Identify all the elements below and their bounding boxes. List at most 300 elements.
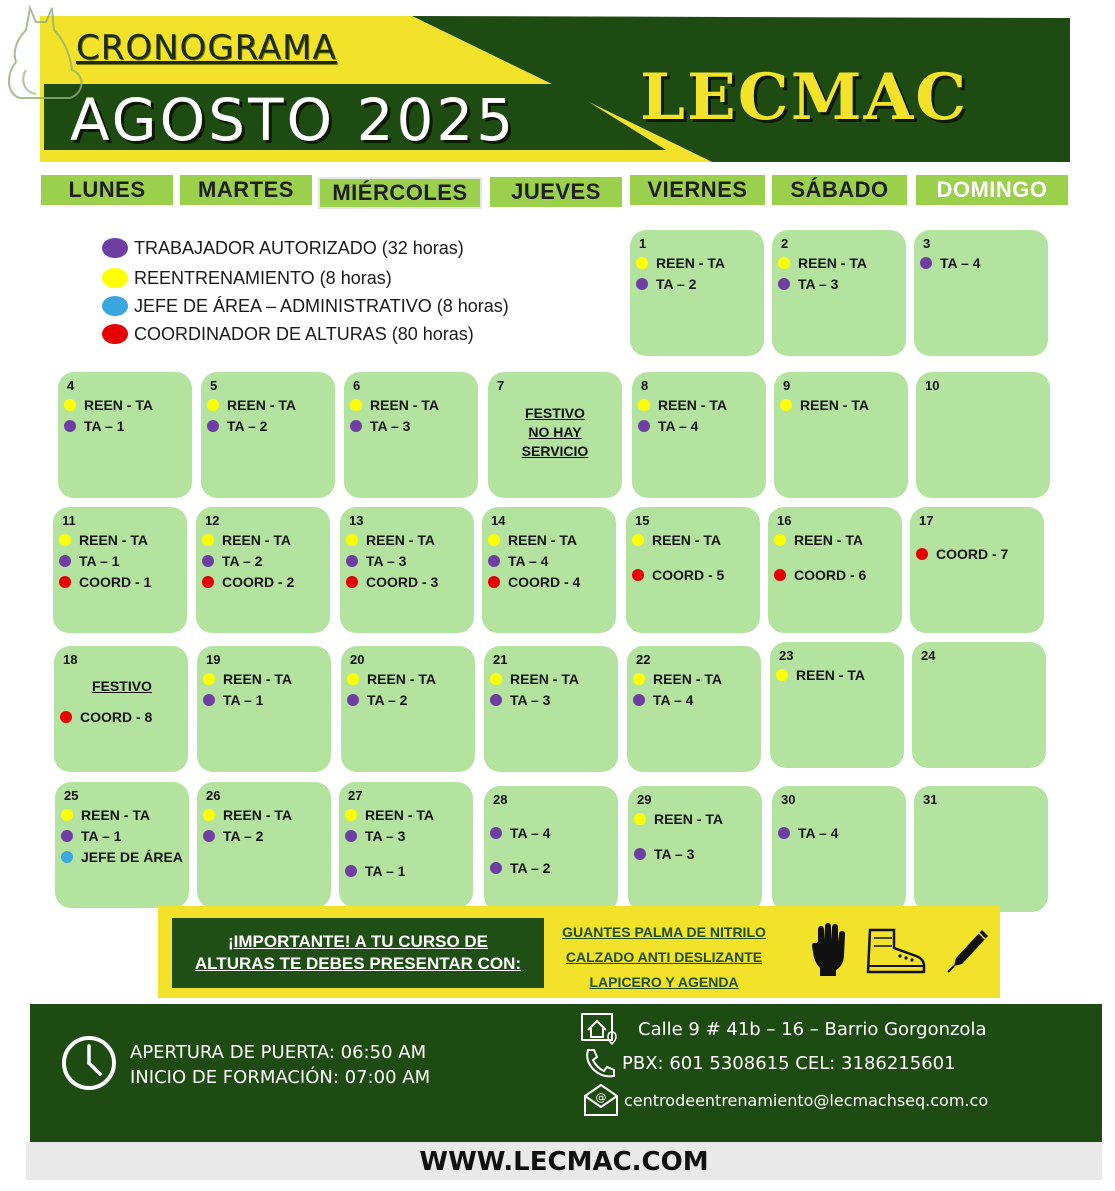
- session-label: REEN - TA: [81, 806, 150, 823]
- day-session-list: [350, 394, 474, 436]
- phone-row: [582, 1046, 956, 1080]
- session-label: TA – 4: [940, 254, 981, 271]
- session-label: TA – 3: [654, 845, 695, 862]
- session-label: TA – 3: [798, 275, 839, 292]
- session-label: REEN - TA: [223, 670, 292, 687]
- red-dot-icon: [346, 576, 358, 588]
- session-entry: [202, 571, 326, 592]
- day-number: 22: [636, 652, 651, 667]
- session-entry: [345, 804, 469, 825]
- weekday-sunday: DOMINGO: [916, 175, 1068, 205]
- session-entry: [488, 550, 612, 571]
- day-session-list: [920, 252, 1044, 273]
- day-number: 29: [637, 792, 652, 807]
- day-number: 25: [64, 788, 79, 803]
- day-cell: [482, 507, 616, 633]
- session-entry: [347, 668, 471, 689]
- session-label: REEN - TA: [366, 531, 435, 548]
- red-dot-icon: [102, 324, 128, 344]
- red-dot-icon: [59, 576, 71, 588]
- legend-item-coord: [102, 322, 474, 346]
- legend-label: JEFE DE ÁREA – ADMINISTRATIVO (8 horas): [134, 295, 509, 316]
- day-session-list: [632, 529, 756, 585]
- yellow-dot-icon: [778, 257, 790, 269]
- weekday-wednesday: MIÉRCOLES: [318, 177, 482, 209]
- yellow-dot-icon: [774, 534, 786, 546]
- purple-dot-icon: [778, 278, 790, 290]
- purple-dot-icon: [490, 827, 502, 839]
- session-label: TA – 2: [367, 691, 408, 708]
- session-label: REEN - TA: [79, 531, 148, 548]
- session-label: REEN - TA: [510, 670, 579, 687]
- yellow-dot-icon: [350, 399, 362, 411]
- session-label: REEN - TA: [367, 670, 436, 687]
- session-label: REEN - TA: [656, 254, 725, 271]
- purple-dot-icon: [636, 278, 648, 290]
- session-label: REEN - TA: [798, 254, 867, 271]
- session-entry: [61, 804, 185, 825]
- session-entry: [490, 689, 614, 710]
- session-entry: [207, 415, 331, 436]
- day-cell: [197, 646, 331, 772]
- session-entry: [490, 857, 614, 878]
- day-number: 20: [350, 652, 365, 667]
- day-cell: [344, 372, 478, 498]
- day-session-list: [490, 668, 614, 710]
- session-label: REEN - TA: [223, 806, 292, 823]
- session-entry: [778, 273, 902, 294]
- holiday-notice-line: NO HAY: [528, 424, 582, 440]
- purple-dot-icon: [203, 694, 215, 706]
- legend-label: TRABAJADOR AUTORIZADO (32 horas): [134, 237, 464, 258]
- session-entry: [64, 415, 188, 436]
- session-label: REEN - TA: [658, 396, 727, 413]
- cat-logo-icon: [0, 0, 90, 110]
- day-cell: [774, 372, 908, 498]
- session-entry: [636, 252, 760, 273]
- day-cell: [910, 507, 1044, 633]
- yellow-dot-icon: [636, 257, 648, 269]
- session-label: TA – 4: [658, 417, 699, 434]
- day-session-list: [780, 394, 904, 415]
- day-session-list: [778, 808, 902, 843]
- yellow-dot-icon: [780, 399, 792, 411]
- session-entry: [774, 564, 898, 585]
- yellow-dot-icon: [203, 673, 215, 685]
- session-entry: [203, 689, 327, 710]
- brand-logo-text: LECMAC: [640, 60, 969, 135]
- purple-dot-icon: [488, 555, 500, 567]
- weekday-tuesday: MARTES: [180, 175, 312, 205]
- session-entry: [634, 843, 758, 864]
- session-entry: [203, 804, 327, 825]
- purple-dot-icon: [347, 694, 359, 706]
- session-entry: [61, 825, 185, 846]
- session-entry: [350, 394, 474, 415]
- email-text: centrodeentrenamiento@lecmachseq.com.co: [624, 1090, 989, 1110]
- day-number: 30: [781, 792, 796, 807]
- session-label: COORD - 8: [80, 708, 153, 725]
- day-number: 19: [206, 652, 221, 667]
- session-entry: [780, 394, 904, 415]
- day-number: 28: [493, 792, 508, 807]
- session-label: COORD - 3: [366, 573, 439, 590]
- day-cell: [53, 507, 187, 633]
- day-cell: [630, 230, 764, 356]
- day-session-list: [916, 529, 1040, 564]
- day-number: 3: [923, 236, 931, 251]
- session-label: REEN - TA: [227, 396, 296, 413]
- session-entry: [59, 550, 183, 571]
- session-label: COORD - 5: [652, 566, 725, 583]
- day-number: 7: [497, 378, 505, 393]
- day-cell: [912, 642, 1046, 768]
- purple-dot-icon: [633, 694, 645, 706]
- session-entry: [203, 668, 327, 689]
- boot-icon: [864, 926, 928, 976]
- day-number: 9: [783, 378, 791, 393]
- day-number: 21: [493, 652, 508, 667]
- day-session-list: [207, 394, 331, 436]
- yellow-dot-icon: [345, 809, 357, 821]
- day-number: 26: [206, 788, 221, 803]
- session-entry: [490, 668, 614, 689]
- yellow-dot-icon: [488, 534, 500, 546]
- important-heading-line1: ¡IMPORTANTE! A TU CURSO DE: [227, 932, 489, 951]
- legend-label: REENTRENAMIENTO (8 horas): [134, 267, 392, 288]
- holiday-notice-line: SERVICIO: [521, 443, 589, 459]
- required-items-list: [546, 920, 782, 995]
- session-entry: [61, 846, 185, 867]
- session-entry: [636, 273, 760, 294]
- day-session-list: [636, 252, 760, 294]
- day-number: 6: [353, 378, 361, 393]
- session-entry: [346, 529, 470, 550]
- yellow-dot-icon: [776, 669, 788, 681]
- session-label: REEN - TA: [800, 396, 869, 413]
- session-entry: [64, 394, 188, 415]
- weekday-friday: VIERNES: [630, 175, 765, 205]
- day-cell: [914, 786, 1048, 912]
- weekday-saturday: SÁBADO: [772, 175, 907, 205]
- day-session-list: [60, 668, 184, 727]
- training-start-time: INICIO DE FORMACIÓN: 07:00 AM: [130, 1067, 431, 1088]
- glove-icon: [810, 922, 850, 978]
- required-item-gloves: GUANTES PALMA DE NITRILO: [562, 924, 766, 940]
- day-session-list: [633, 668, 757, 710]
- holiday-notice: [488, 404, 622, 461]
- day-cell: [632, 372, 766, 498]
- session-label: COORD - 1: [79, 573, 152, 590]
- day-cell: [341, 646, 475, 772]
- session-label: REEN - TA: [652, 531, 721, 548]
- blue-dot-icon: [102, 296, 128, 316]
- session-label: TA – 2: [223, 827, 264, 844]
- day-cell: [916, 372, 1050, 498]
- session-label: REEN - TA: [84, 396, 153, 413]
- day-number: 18: [63, 652, 78, 667]
- day-session-list: [59, 529, 183, 592]
- session-entry: [202, 550, 326, 571]
- purple-dot-icon: [203, 830, 215, 842]
- session-label: TA – 4: [510, 824, 551, 841]
- session-label: TA – 4: [798, 824, 839, 841]
- session-entry: [632, 564, 756, 585]
- day-cell: [627, 646, 761, 772]
- day-session-list: [203, 668, 327, 710]
- session-label: REEN - TA: [794, 531, 863, 548]
- session-entry: [774, 529, 898, 550]
- day-cell: [484, 786, 618, 912]
- yellow-dot-icon: [347, 673, 359, 685]
- red-dot-icon: [488, 576, 500, 588]
- weekday-thursday: JUEVES: [490, 177, 622, 207]
- session-label: TA – 4: [653, 691, 694, 708]
- session-entry: [346, 571, 470, 592]
- session-entry: [346, 550, 470, 571]
- day-number: 24: [921, 648, 936, 663]
- red-dot-icon: [916, 548, 928, 560]
- session-label: TA – 2: [227, 417, 268, 434]
- session-label: REEN - TA: [653, 670, 722, 687]
- session-entry: [203, 825, 327, 846]
- pen-icon: [944, 926, 992, 976]
- session-label: TA – 3: [370, 417, 411, 434]
- day-cell: [772, 230, 906, 356]
- yellow-dot-icon: [633, 673, 645, 685]
- legend-item-ta: [102, 236, 464, 260]
- website-link[interactable]: WWW.LECMAC.COM: [419, 1147, 709, 1177]
- yellow-dot-icon: [61, 809, 73, 821]
- red-dot-icon: [60, 711, 72, 723]
- session-label: COORD - 2: [222, 573, 295, 590]
- day-session-list: [347, 668, 471, 710]
- day-session-list: [490, 808, 614, 878]
- day-number: 13: [349, 513, 364, 528]
- yellow-dot-icon: [203, 809, 215, 821]
- purple-dot-icon: [345, 830, 357, 842]
- session-entry: [202, 529, 326, 550]
- purple-dot-icon: [634, 848, 646, 860]
- session-entry: [488, 571, 612, 592]
- session-entry: [632, 529, 756, 550]
- day-session-list: [634, 808, 758, 864]
- day-number: 2: [781, 236, 789, 251]
- day-number: 12: [205, 513, 220, 528]
- session-label: TA – 1: [79, 552, 120, 569]
- yellow-dot-icon: [638, 399, 650, 411]
- day-cell: [196, 507, 330, 633]
- day-cell: [626, 507, 760, 633]
- day-session-list: [61, 804, 185, 867]
- day-cell: [914, 230, 1048, 356]
- day-number: 15: [635, 513, 650, 528]
- session-entry: [633, 689, 757, 710]
- legend-item-jefe: [102, 294, 509, 318]
- blue-dot-icon: [61, 851, 73, 863]
- session-label: TA – 3: [510, 691, 551, 708]
- schedule-info: [130, 1040, 430, 1090]
- session-entry: [345, 825, 469, 846]
- session-entry: [634, 808, 758, 829]
- purple-dot-icon: [490, 862, 502, 874]
- session-entry: [638, 394, 762, 415]
- website-bar: [26, 1142, 1102, 1180]
- footer-contact: [30, 1004, 1102, 1142]
- weekday-monday: LUNES: [41, 175, 173, 205]
- session-label: REEN - TA: [796, 666, 865, 683]
- day-number: 4: [67, 378, 75, 393]
- day-cell: [55, 782, 189, 908]
- purple-dot-icon: [346, 555, 358, 567]
- door-open-time: APERTURA DE PUERTA: 06:50 AM: [130, 1042, 427, 1063]
- day-session-list: [774, 529, 898, 585]
- day-session-list: [202, 529, 326, 592]
- day-number: 1: [639, 236, 647, 251]
- purple-dot-icon: [638, 420, 650, 432]
- clock-icon: [60, 1034, 118, 1092]
- day-session-list: [203, 804, 327, 846]
- red-dot-icon: [202, 576, 214, 588]
- address-row: [580, 1012, 986, 1046]
- purple-dot-icon: [345, 865, 357, 877]
- required-item-shoes: CALZADO ANTI DESLIZANTE: [565, 949, 763, 965]
- header-banner: [0, 0, 1115, 170]
- day-session-list: [778, 252, 902, 294]
- purple-dot-icon: [59, 555, 71, 567]
- email-row: [582, 1082, 988, 1118]
- session-label: REEN - TA: [365, 806, 434, 823]
- legend-item-reen: [102, 266, 392, 290]
- yellow-dot-icon: [634, 813, 646, 825]
- session-entry: [60, 706, 184, 727]
- day-cell: [488, 372, 622, 498]
- session-entry: [347, 689, 471, 710]
- session-label: TA – 1: [365, 862, 406, 879]
- day-cell: [772, 786, 906, 912]
- session-entry: [776, 664, 900, 685]
- legend-label: COORDINADOR DE ALTURAS (80 horas): [134, 323, 474, 344]
- day-number: 31: [923, 792, 938, 807]
- session-entry: [345, 860, 469, 881]
- day-session-list: [345, 804, 469, 881]
- session-label: COORD - 4: [508, 573, 581, 590]
- day-cell: [339, 782, 473, 908]
- holiday-notice-line: FESTIVO: [525, 405, 585, 421]
- day-session-list: [638, 394, 762, 436]
- required-item-pen: LAPICERO Y AGENDA: [589, 974, 739, 990]
- yellow-dot-icon: [59, 534, 71, 546]
- yellow-dot-icon: [346, 534, 358, 546]
- session-label: TA – 2: [510, 859, 551, 876]
- day-number: 10: [925, 378, 940, 393]
- day-cell: [770, 642, 904, 768]
- session-entry: [920, 252, 1044, 273]
- session-label: JEFE DE ÁREA: [81, 848, 183, 865]
- day-cell: [54, 646, 188, 772]
- session-label: TA – 2: [656, 275, 697, 292]
- session-label: REEN - TA: [508, 531, 577, 548]
- session-label: TA – 3: [365, 827, 406, 844]
- day-session-list: [346, 529, 470, 592]
- purple-dot-icon: [64, 420, 76, 432]
- day-number: 27: [348, 788, 363, 803]
- day-cell: [628, 786, 762, 912]
- yellow-dot-icon: [102, 268, 128, 288]
- session-label: REEN - TA: [370, 396, 439, 413]
- day-cell: [768, 507, 902, 633]
- session-entry: [916, 543, 1040, 564]
- day-cell: [58, 372, 192, 498]
- month-title: AGOSTO 2025: [70, 86, 517, 154]
- session-entry: [638, 415, 762, 436]
- session-label: TA – 4: [508, 552, 549, 569]
- purple-dot-icon: [350, 420, 362, 432]
- yellow-dot-icon: [490, 673, 502, 685]
- session-label: TA – 1: [84, 417, 125, 434]
- session-label: TA – 2: [222, 552, 263, 569]
- purple-dot-icon: [102, 238, 128, 258]
- session-entry: [778, 252, 902, 273]
- session-entry: [59, 529, 183, 550]
- session-entry: [350, 415, 474, 436]
- day-number: 14: [491, 513, 506, 528]
- red-dot-icon: [632, 569, 644, 581]
- session-label: COORD - 7: [936, 545, 1009, 562]
- session-entry: [633, 668, 757, 689]
- important-heading: [172, 918, 544, 988]
- day-cell: [340, 507, 474, 633]
- session-entry: [778, 822, 902, 843]
- email-icon: [582, 1082, 620, 1118]
- yellow-dot-icon: [64, 399, 76, 411]
- important-banner: [158, 906, 1000, 998]
- session-label: COORD - 6: [794, 566, 867, 583]
- phone-text: PBX: 601 5308615 CEL: 3186215601: [622, 1052, 956, 1074]
- day-number: 5: [210, 378, 218, 393]
- session-entry: [490, 822, 614, 843]
- session-label: TA – 3: [366, 552, 407, 569]
- purple-dot-icon: [61, 830, 73, 842]
- day-number: 11: [62, 513, 76, 528]
- house-location-icon: [580, 1012, 620, 1046]
- yellow-dot-icon: [207, 399, 219, 411]
- day-number: 16: [777, 513, 792, 528]
- purple-dot-icon: [202, 555, 214, 567]
- day-session-list: [776, 664, 900, 685]
- session-label: REEN - TA: [222, 531, 291, 548]
- day-session-list: [488, 529, 612, 592]
- red-dot-icon: [774, 569, 786, 581]
- day-number: 23: [779, 648, 794, 663]
- address-text: Calle 9 # 41b – 16 – Barrio Gorgonzola: [638, 1018, 987, 1040]
- session-label: REEN - TA: [654, 810, 723, 827]
- day-session-list: [64, 394, 188, 436]
- day-number: 8: [641, 378, 649, 393]
- session-label: TA – 1: [81, 827, 122, 844]
- day-number: 17: [919, 513, 934, 528]
- session-entry: [59, 571, 183, 592]
- purple-dot-icon: [490, 694, 502, 706]
- purple-dot-icon: [920, 257, 932, 269]
- page-title: CRONOGRAMA: [76, 28, 337, 68]
- session-entry: [488, 529, 612, 550]
- day-cell: [484, 646, 618, 772]
- important-heading-line2: ALTURAS TE DEBES PRESENTAR CON:: [194, 954, 522, 973]
- purple-dot-icon: [778, 827, 790, 839]
- holiday-label: FESTIVO: [92, 678, 152, 694]
- session-label: TA – 1: [223, 691, 264, 708]
